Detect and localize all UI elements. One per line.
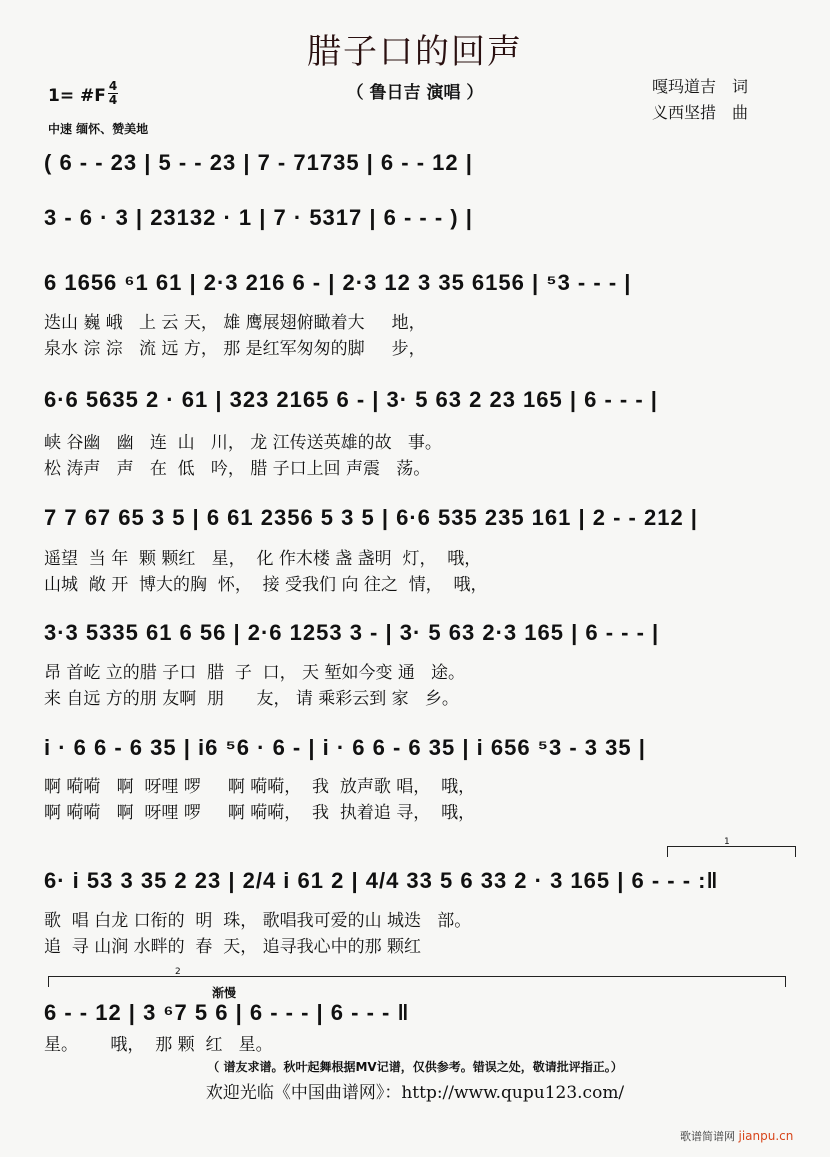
time-sig-top: 4 [108, 79, 118, 93]
lyrics-verse-2: 追 寻 山涧 水畔的 春 天， 追寻我心中的那 颗红 [44, 937, 422, 957]
watermark [680, 1128, 793, 1144]
lyrics-verse-1: 昂 首屹 立的腊 子口 腊 子 口， 天 堑如今变 通 途。 [44, 663, 466, 683]
notes: 6 1656 ⁶1 61 | 2·3 216 6 - | 2·3 12 3 35 6156 | ⁵3 - - - | [44, 270, 632, 295]
composer-credit: 义西坚措 曲 [652, 103, 749, 122]
key-signature: 1= #F [48, 86, 106, 106]
lyrics-verse-1: 啊 嗬嗬 啊 呀哩 啰 啊 嗬嗬， 我 放声歌 唱， 哦， [44, 777, 476, 797]
lyrics-verse-2: 山城 敞 开 博大的胸 怀， 接 受我们 向 往之 情， 哦， [44, 575, 488, 595]
ritardando-marking: 渐慢 [212, 986, 237, 1000]
transcription-note: （ 谱友求谱。秋叶起舞根据MV记谱，仅供参考。错误之处，敬请批评指正。） [207, 1060, 623, 1074]
time-signature [108, 80, 118, 107]
staff-line-2 [44, 205, 794, 245]
lyricist-credit: 嘎玛道吉 词 [652, 77, 749, 96]
song-title: 腊子口的回声 [307, 32, 523, 72]
time-sig-bottom: 4 [108, 93, 118, 107]
lyrics-verse-2: 来 自远 方的朋 友啊 朋 友， 请 乘彩云到 家 乡。 [44, 689, 459, 709]
staff-line-3 [44, 270, 794, 310]
site-credit: 欢迎光临《中国曲谱网》：http://www.qupu123.com/ [205, 1083, 625, 1103]
lyrics-verse-2: 泉水 淙 淙 流 远 方， 那 是红军匆匆的脚 步， [44, 339, 426, 359]
first-ending-bracket [667, 837, 796, 857]
volta-number: 1 [724, 837, 730, 847]
staff-line-5 [44, 505, 794, 545]
watermark-url: jianpu.cn [738, 1129, 794, 1143]
notes: ( 6 - - 23 | 5 - - 23 | 7 - 71735 | 6 - - 12 | [44, 150, 473, 175]
staff-line-1 [44, 150, 794, 190]
notes: 6· i 53 3 35 2 23 | 2/4 i 61 2 | 4/4 33 5 6 33 2 · 3 165 | 6 - - - :‖ [44, 868, 719, 893]
lyrics-verse-2: 松 涛声 声 在 低 吟， 腊 子口上回 声震 荡。 [44, 459, 431, 479]
staff-line-8 [44, 868, 794, 908]
lyrics-verse-1: 星。 哦， 那 颗 红 星。 [44, 1035, 273, 1055]
notes: 6·6 5635 2 · 61 | 323 2165 6 - | 3· 5 63 2 23 165 | 6 - - - | [44, 387, 658, 412]
notes: i · 6 6 - 6 35 | i6 ⁵6 · 6 - | i · 6 6 - 6 35 | i 656 ⁵3 - 3 35 | [44, 735, 646, 760]
notes: 3·3 5335 61 6 56 | 2·6 1253 3 - | 3· 5 63 2·3 165 | 6 - - - | [44, 620, 660, 645]
volta-number: 2 [175, 967, 181, 977]
second-ending-bracket [48, 967, 786, 987]
lyrics-verse-2: 啊 嗬嗬 啊 呀哩 啰 啊 嗬嗬， 我 执着追 寻， 哦， [44, 803, 476, 823]
lyrics-verse-1: 遥望 当 年 颗 颗红 星， 化 作木楼 盏 盏明 灯， 哦， [44, 549, 482, 569]
notes: 3 - 6 · 3 | 23132 · 1 | 7 · 5317 | 6 - - - ) | [44, 205, 473, 230]
tempo-marking: 中速 缅怀、赞美地 [48, 122, 149, 136]
lyrics-verse-1: 峡 谷幽 幽 连 山 川， 龙 江传送英雄的故 事。 [44, 433, 442, 453]
lyrics-verse-1: 迭山 巍 峨 上 云 天， 雄 鹰展翅俯瞰着大 地， [44, 313, 426, 333]
lyrics-verse-1: 歌 唱 白龙 口衔的 明 珠， 歌唱我可爱的山 城迭 部。 [44, 911, 472, 931]
notes: 6 - - 12 | 3 ⁶7 5 6 | 6 - - - | 6 - - - ‖ [44, 1000, 410, 1025]
staff-line-4 [44, 387, 794, 427]
notes: 7 7 67 65 3 5 | 6 61 2356 5 3 5 | 6·6 535 235 161 | 2 - - 212 | [44, 505, 698, 530]
staff-line-6 [44, 620, 794, 660]
staff-line-7 [44, 735, 794, 775]
watermark-text: 歌谱简谱网 [680, 1130, 735, 1143]
performer: （ 鲁日吉 演唱 ） [346, 83, 484, 103]
